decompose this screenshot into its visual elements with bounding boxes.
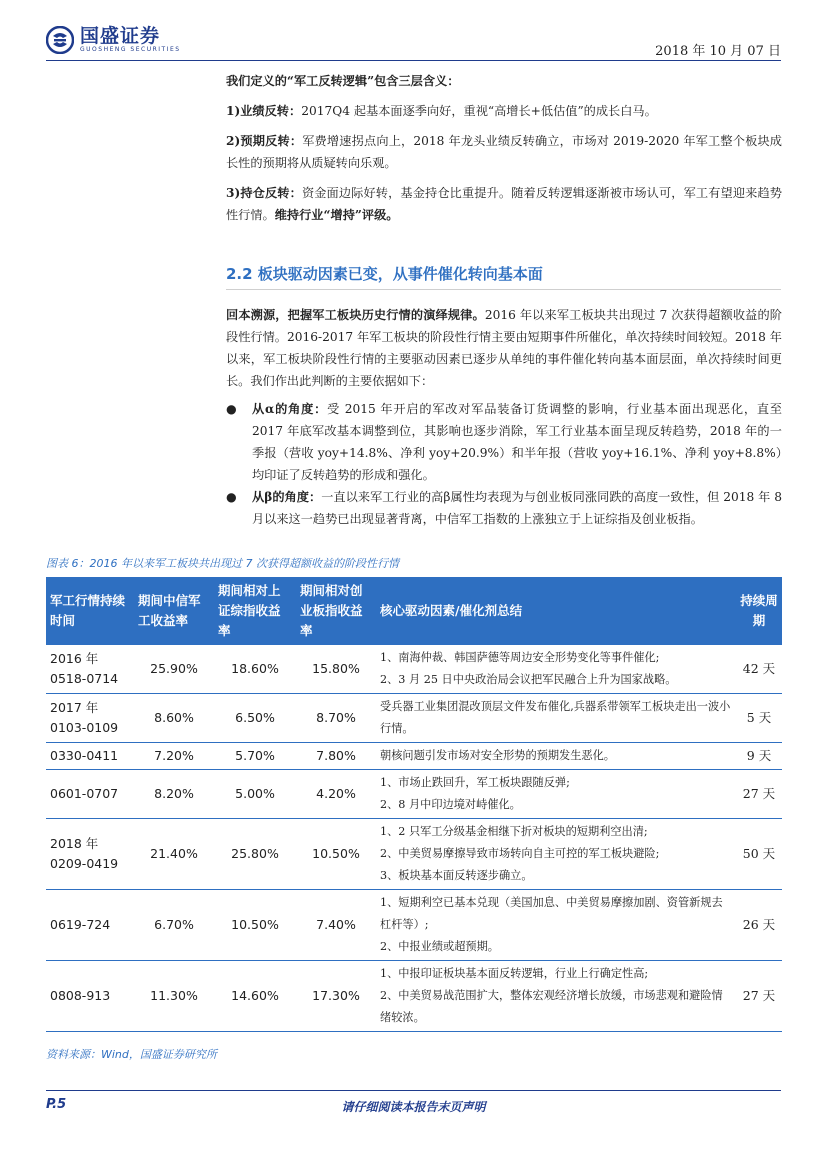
bullet-dot-icon: ● <box>226 490 237 504</box>
cell-vs-chinext: 17.30% <box>296 961 376 1032</box>
th-vs-chinext: 期间相对创业板指收益率 <box>296 577 376 645</box>
driver-line: 3、板块基本面反转逐步确立。 <box>380 869 533 882</box>
cell-period-line: 2016 年 <box>50 651 99 666</box>
cell-period-line: 0601-0707 <box>50 786 119 801</box>
page-number: P.5 <box>46 1097 67 1112</box>
cell-period-line: 0518-0714 <box>50 671 119 686</box>
cell-period <box>46 770 134 819</box>
cell-vs-chinext: 7.80% <box>296 743 376 770</box>
cell-drivers <box>376 645 736 694</box>
cell-vs-chinext: 8.70% <box>296 694 376 743</box>
cell-vs-sse: 6.50% <box>214 694 296 743</box>
intro-item-2-label: 2)预期反转： <box>226 134 303 148</box>
intro-item-1-text: 2017Q4 起基本面逐季向好，重视“高增长+低估值”的成长白马。 <box>301 104 657 118</box>
cell-duration: 27 天 <box>736 770 782 819</box>
intro-item-3-text: 资金面边际好转，基金持仓比重提升。随着反转逻辑逐渐被市场认可，军工有望迎来趋势性行情。 <box>226 186 782 222</box>
table-row <box>46 890 782 961</box>
cell-vs-chinext: 10.50% <box>296 819 376 890</box>
cell-duration: 5 天 <box>736 694 782 743</box>
section-divider <box>226 289 781 290</box>
table-row <box>46 961 782 1032</box>
bullet-dot-icon: ● <box>226 402 237 416</box>
bullet-beta-label: 从β的角度： <box>252 490 322 504</box>
bullet-beta <box>226 486 782 530</box>
logo-cn: 国盛证券 <box>80 25 161 47</box>
driver-line: 受兵器工业集团混改顶层文件发布催化,兵器系带领军工板块走出一波小行情。 <box>380 700 731 735</box>
cell-drivers <box>376 961 736 1032</box>
th-duration: 持续周期 <box>736 577 782 645</box>
cell-vs-chinext: 7.40% <box>296 890 376 961</box>
driver-line: 朝核问题引发市场对安全形势的预期发生恶化。 <box>380 749 615 762</box>
driver-line: 2、8 月中印边境对峙催化。 <box>380 798 521 811</box>
th-return: 期间中信军工收益率 <box>134 577 214 645</box>
driver-line: 2、中报业绩或超预期。 <box>380 940 499 953</box>
bullet-alpha <box>226 398 782 486</box>
bullet-alpha-label: 从α的角度： <box>252 402 328 416</box>
intro-item-1-label: 1)业绩反转： <box>226 104 302 118</box>
driver-line: 1、2 只军工分级基金相继下折对板块的短期利空出清; <box>380 825 648 838</box>
table-row <box>46 645 782 694</box>
cell-return: 21.40% <box>134 819 214 890</box>
rating-statement: 维持行业“增持”评级。 <box>274 208 399 222</box>
driver-line: 1、短期利空已基本兑现（美国加息、中美贸易摩擦加剧、资管新规去杠杆等）; <box>380 896 723 931</box>
cell-return: 6.70% <box>134 890 214 961</box>
cell-duration: 9 天 <box>736 743 782 770</box>
table-caption: 图表 6：2016 年以来军工板块共出现过 7 次获得超额收益的阶段性行情 <box>46 557 399 570</box>
cell-period-line: 0808-913 <box>50 988 111 1003</box>
cell-period-line: 0103-0109 <box>50 720 119 735</box>
cell-drivers <box>376 890 736 961</box>
intro-item-3-label: 3)持仓反转： <box>226 186 302 200</box>
cell-vs-sse: 18.60% <box>214 645 296 694</box>
table-row <box>46 743 782 770</box>
footer-divider <box>46 1090 781 1091</box>
table-row <box>46 770 782 819</box>
cell-return: 8.20% <box>134 770 214 819</box>
definition-text: 我们定义的“军工反转逻辑”包含三层含义： <box>226 74 460 88</box>
cell-return: 8.60% <box>134 694 214 743</box>
cell-period-line: 2018 年 <box>50 836 99 851</box>
intro-item-1 <box>226 100 782 122</box>
section-lead-text: 2016 年以来军工板块共出现过 7 次获得超额收益的阶段性行情。2016-2017 年军工板块的阶段性行情主要由短期事件所催化，单次持续时间较短。2018 年以来，军工板块阶段性行情的主要驱动因素已逐步从单纯的事件催化转向基本面层面，单次持续时间更长。我们作出此判断的主要依据如下： <box>226 308 782 388</box>
cell-return: 25.90% <box>134 645 214 694</box>
cell-duration: 27 天 <box>736 961 782 1032</box>
disclaimer-note: 请仔细阅读本报告末页声明 <box>341 1100 486 1114</box>
cell-period-line: 0209-0419 <box>50 856 119 871</box>
cell-period <box>46 694 134 743</box>
driver-line: 2、中美贸易摩擦导致市场转向自主可控的军工板块避险; <box>380 847 660 860</box>
table-source: 资料来源：Wind，国盛证券研究所 <box>46 1048 217 1061</box>
driver-line: 2、中美贸易战范围扩大，整体宏观经济增长放缓，市场悲观和避险情绪较浓。 <box>380 989 723 1024</box>
section-title: 2.2 板块驱动因素已变，从事件催化转向基本面 <box>226 265 543 283</box>
cell-period <box>46 819 134 890</box>
report-date: 2018 年 10 月 07 日 <box>655 44 781 59</box>
cell-period <box>46 890 134 961</box>
cell-duration: 26 天 <box>736 890 782 961</box>
cell-drivers <box>376 819 736 890</box>
bullet-beta-text: 一直以来军工行业的高β属性均表现为与创业板同涨同跌的高度一致性，但 2018 年 8 月以来这一趋势已出现显著背离，中信军工指数的上涨独立于上证综指及创业板指。 <box>252 490 782 526</box>
cell-period <box>46 743 134 770</box>
table-row <box>46 694 782 743</box>
header-divider <box>46 60 781 61</box>
section-lead <box>226 304 782 392</box>
cell-period-line: 0330-0411 <box>50 748 119 763</box>
th-vs-sse: 期间相对上证综指收益率 <box>214 577 296 645</box>
rally-table <box>46 577 782 1032</box>
driver-line: 1、中报印证板块基本面反转逻辑，行业上行确定性高; <box>380 967 649 980</box>
cell-duration: 42 天 <box>736 645 782 694</box>
cell-vs-sse: 25.80% <box>214 819 296 890</box>
cell-duration: 50 天 <box>736 819 782 890</box>
cell-period <box>46 645 134 694</box>
cell-period-line: 0619-724 <box>50 917 111 932</box>
cell-return: 11.30% <box>134 961 214 1032</box>
table-row <box>46 819 782 890</box>
cell-vs-sse: 5.00% <box>214 770 296 819</box>
driver-line: 1、市场止跌回升，军工板块跟随反弹; <box>380 776 570 789</box>
company-logo <box>46 26 181 54</box>
cell-period <box>46 961 134 1032</box>
cell-drivers <box>376 770 736 819</box>
section-lead-bold: 回本溯源，把握军工板块历史行情的演绎规律。 <box>226 308 485 322</box>
logo-mark-icon <box>46 26 74 54</box>
cell-return: 7.20% <box>134 743 214 770</box>
cell-period-line: 2017 年 <box>50 700 99 715</box>
cell-vs-chinext: 15.80% <box>296 645 376 694</box>
driver-line: 1、南海仲裁、韩国萨德等周边安全形势变化等事件催化; <box>380 651 660 664</box>
intro-item-3 <box>226 182 782 226</box>
cell-vs-sse: 14.60% <box>214 961 296 1032</box>
th-period: 军工行情持续时间 <box>46 577 134 645</box>
th-drivers: 核心驱动因素/催化剂总结 <box>376 577 736 645</box>
intro-item-2 <box>226 130 782 174</box>
logo-en: GUOSHENG SECURITIES <box>80 46 181 53</box>
table-header-row <box>46 577 782 645</box>
driver-line: 2、3 月 25 日中央政治局会议把军民融合上升为国家战略。 <box>380 673 677 686</box>
cell-vs-sse: 5.70% <box>214 743 296 770</box>
cell-vs-sse: 10.50% <box>214 890 296 961</box>
intro-item-2-text: 军费增速拐点向上，2018 年龙头业绩反转确立，市场对 2019-2020 年军工整个板块成长性的预期将从质疑转向乐观。 <box>226 134 782 170</box>
cell-vs-chinext: 4.20% <box>296 770 376 819</box>
bullet-alpha-text: 受 2015 年开启的军改对军品装备订货调整的影响，行业基本面出现恶化，直至 2017 年底军改基本调整到位，其影响也逐步消除，军工行业基本面呈现反转趋势，2018 年的一季报（营收 yoy+14.8%、净利 yoy+20.9%）和半年报（营收 yoy+16.1%、净利 yoy+8.8%）均印证了反转趋势的形成和强化。 <box>252 402 782 482</box>
cell-drivers <box>376 743 736 770</box>
cell-drivers <box>376 694 736 743</box>
